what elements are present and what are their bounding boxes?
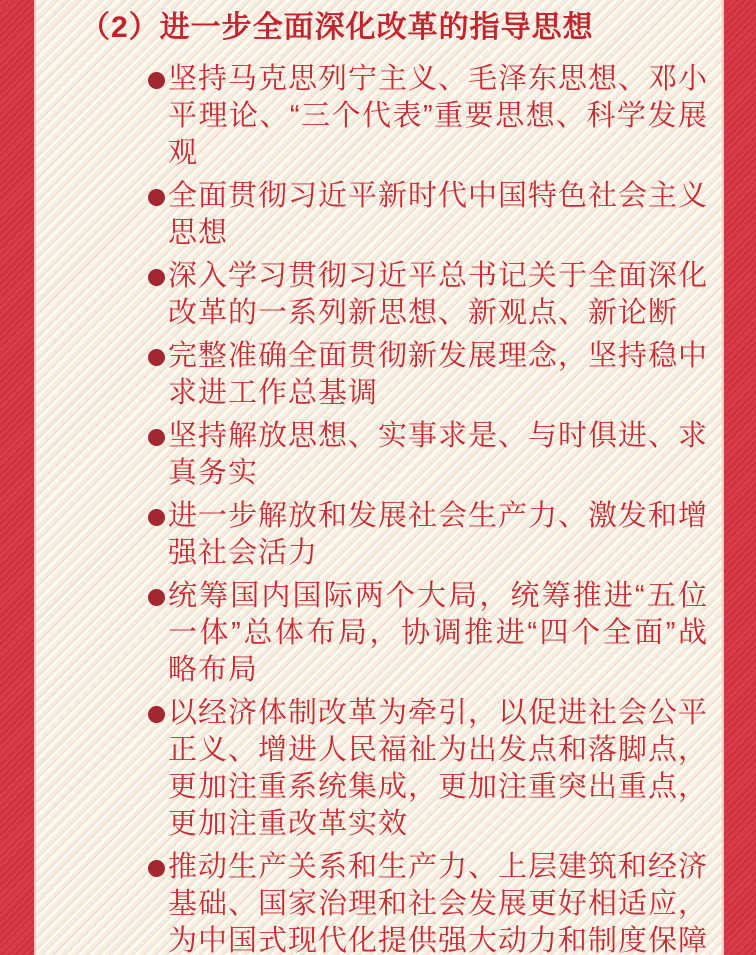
bullet-dot-icon	[148, 589, 165, 606]
bullet-dot-icon	[148, 189, 165, 206]
list-item	[148, 178, 708, 252]
bullet-dot-icon	[148, 509, 165, 526]
list-item	[148, 258, 708, 332]
list-item-text: 以经济体制改革为牵引，以促进社会公平正义、增进人民福祉为出发点和落脚点，更加注重系统集成，更加注重突出重点，更加注重改革实效	[168, 697, 709, 840]
list-item-text: 进一步解放和发展社会生产力、激发和增强社会活力	[168, 500, 709, 569]
bullet-dot-icon	[148, 706, 165, 723]
bullet-dot-icon	[148, 72, 165, 89]
bullet-dot-icon	[148, 269, 165, 286]
list-item	[148, 61, 708, 172]
bullet-dot-icon	[148, 349, 165, 366]
list-item	[148, 695, 708, 843]
guiding-principles-list	[148, 61, 708, 955]
bullet-dot-icon	[148, 429, 165, 446]
left-red-border	[0, 0, 36, 955]
list-item	[148, 338, 708, 412]
list-item-text: 统筹国内国际两个大局，统筹推进“五位一体”总体布局，协调推进“四个全面”战略布局	[168, 580, 708, 686]
list-item	[148, 498, 708, 572]
list-item-text: 全面贯彻习近平新时代中国特色社会主义思想	[168, 180, 709, 249]
list-item-text: 坚持马克思列宁主义、毛泽东思想、邓小平理论、“三个代表”重要思想、科学发展观	[168, 63, 709, 169]
list-item-text: 推动生产关系和生产力、上层建筑和经济基础、国家治理和社会发展更好相适应，为中国式现代化提供强大动力和制度保障	[168, 851, 709, 955]
list-item-text: 深入学习贯彻习近平总书记关于全面深化改革的一系列新思想、新观点、新论断	[168, 260, 709, 329]
list-item	[148, 418, 708, 492]
list-item	[148, 849, 708, 955]
list-item-text: 完整准确全面贯彻新发展理念，坚持稳中求进工作总基调	[168, 340, 709, 409]
list-item-text: 坚持解放思想、实事求是、与时俱进、求真务实	[168, 420, 709, 489]
right-red-border	[722, 0, 756, 955]
section-title: （2）进一步全面深化改革的指导思想	[80, 11, 594, 44]
list-item	[148, 578, 708, 689]
bullet-dot-icon	[148, 860, 165, 877]
content-area	[36, 0, 722, 955]
